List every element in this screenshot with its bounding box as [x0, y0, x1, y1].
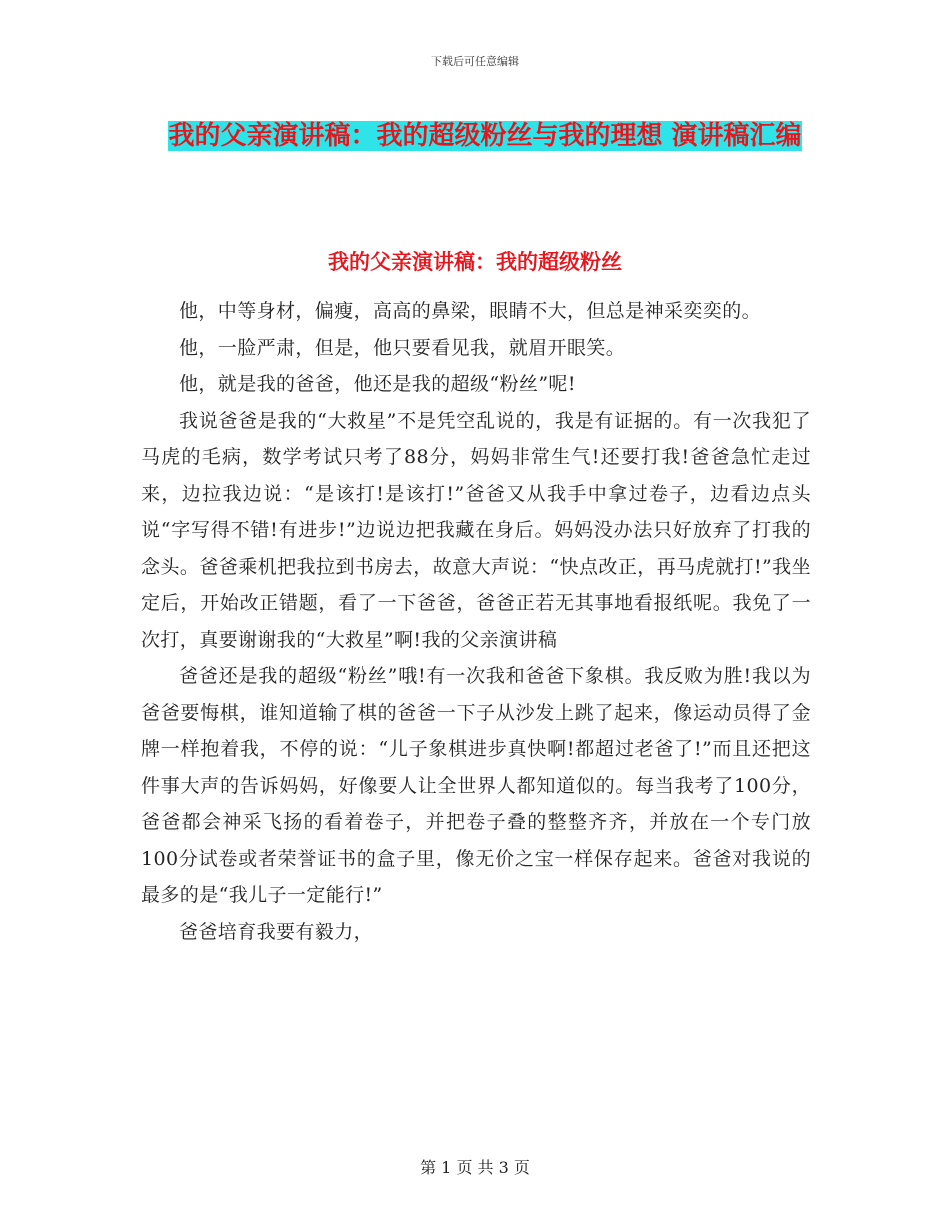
- main-title: [140, 112, 830, 160]
- paragraph: 爸爸培育我要有毅力，: [179, 920, 374, 943]
- paragraph: 他，中等身材，偏瘦，高高的鼻梁，眼睛不大，但总是神采奕奕的。: [179, 300, 762, 322]
- paragraph: 他，一脸严肃，但是，他只要看见我，就眉开眼笑。: [179, 336, 626, 359]
- header-note: 下载后可任意编辑: [431, 55, 519, 68]
- body-text: [141, 293, 811, 950]
- paragraph: 他，就是我的爸爸，他还是我的超级“粉丝”呢!: [179, 373, 576, 395]
- sub-title: 我的父亲演讲稿：我的超级粉丝: [328, 250, 622, 274]
- paragraph: 爸爸还是我的超级“粉丝”哦!有一次我和爸爸下象棋。我反败为胜!我以为爸爸要悔棋，谁知道输了棋的爸爸一下子从沙发上跳了起来，像运动员得了金牌一样抱着我，不停的说：“儿子象棋进步真快啊!都超过老爸了!”而且还把这件事大声的告诉妈妈，好像要人让全世界人都知道似的。每当我考了100分，爸爸都会神采飞扬的看着卷子，并把卷子叠的整整齐齐，并放在一个专门放100分试卷或者荣誉证书的盒子里，像无价之宝一样保存起来。爸爸对我说的最多的是“我儿子一定能行!”: [141, 665, 811, 906]
- page-footer: 第 1 页 共 3 页: [420, 1158, 530, 1177]
- paragraph: 我说爸爸是我的“大救星”不是凭空乱说的，我是有证据的。有一次我犯了马虎的毛病，数学考试只考了88分，妈妈非常生气!还要打我!爸爸急忙走过来，边拉我边说：“是该打!是该打!”爸爸又从我手中拿过卷子，边看边点头说“字写得不错!有进步!”边说边把我藏在身后。妈妈没办法只好放弃了打我的念头。爸爸乘机把我拉到书房去，故意大声说：“快点改正，再马虎就打!”我坐定后，开始改正错题，看了一下爸爸，爸爸正若无其事地看报纸呢。我免了一次打，真要谢谢我的“大救星”啊!我的父亲演讲稿: [141, 409, 811, 651]
- main-title-text: 我的父亲演讲稿：我的超级粉丝与我的理想 演讲稿汇编: [168, 121, 802, 151]
